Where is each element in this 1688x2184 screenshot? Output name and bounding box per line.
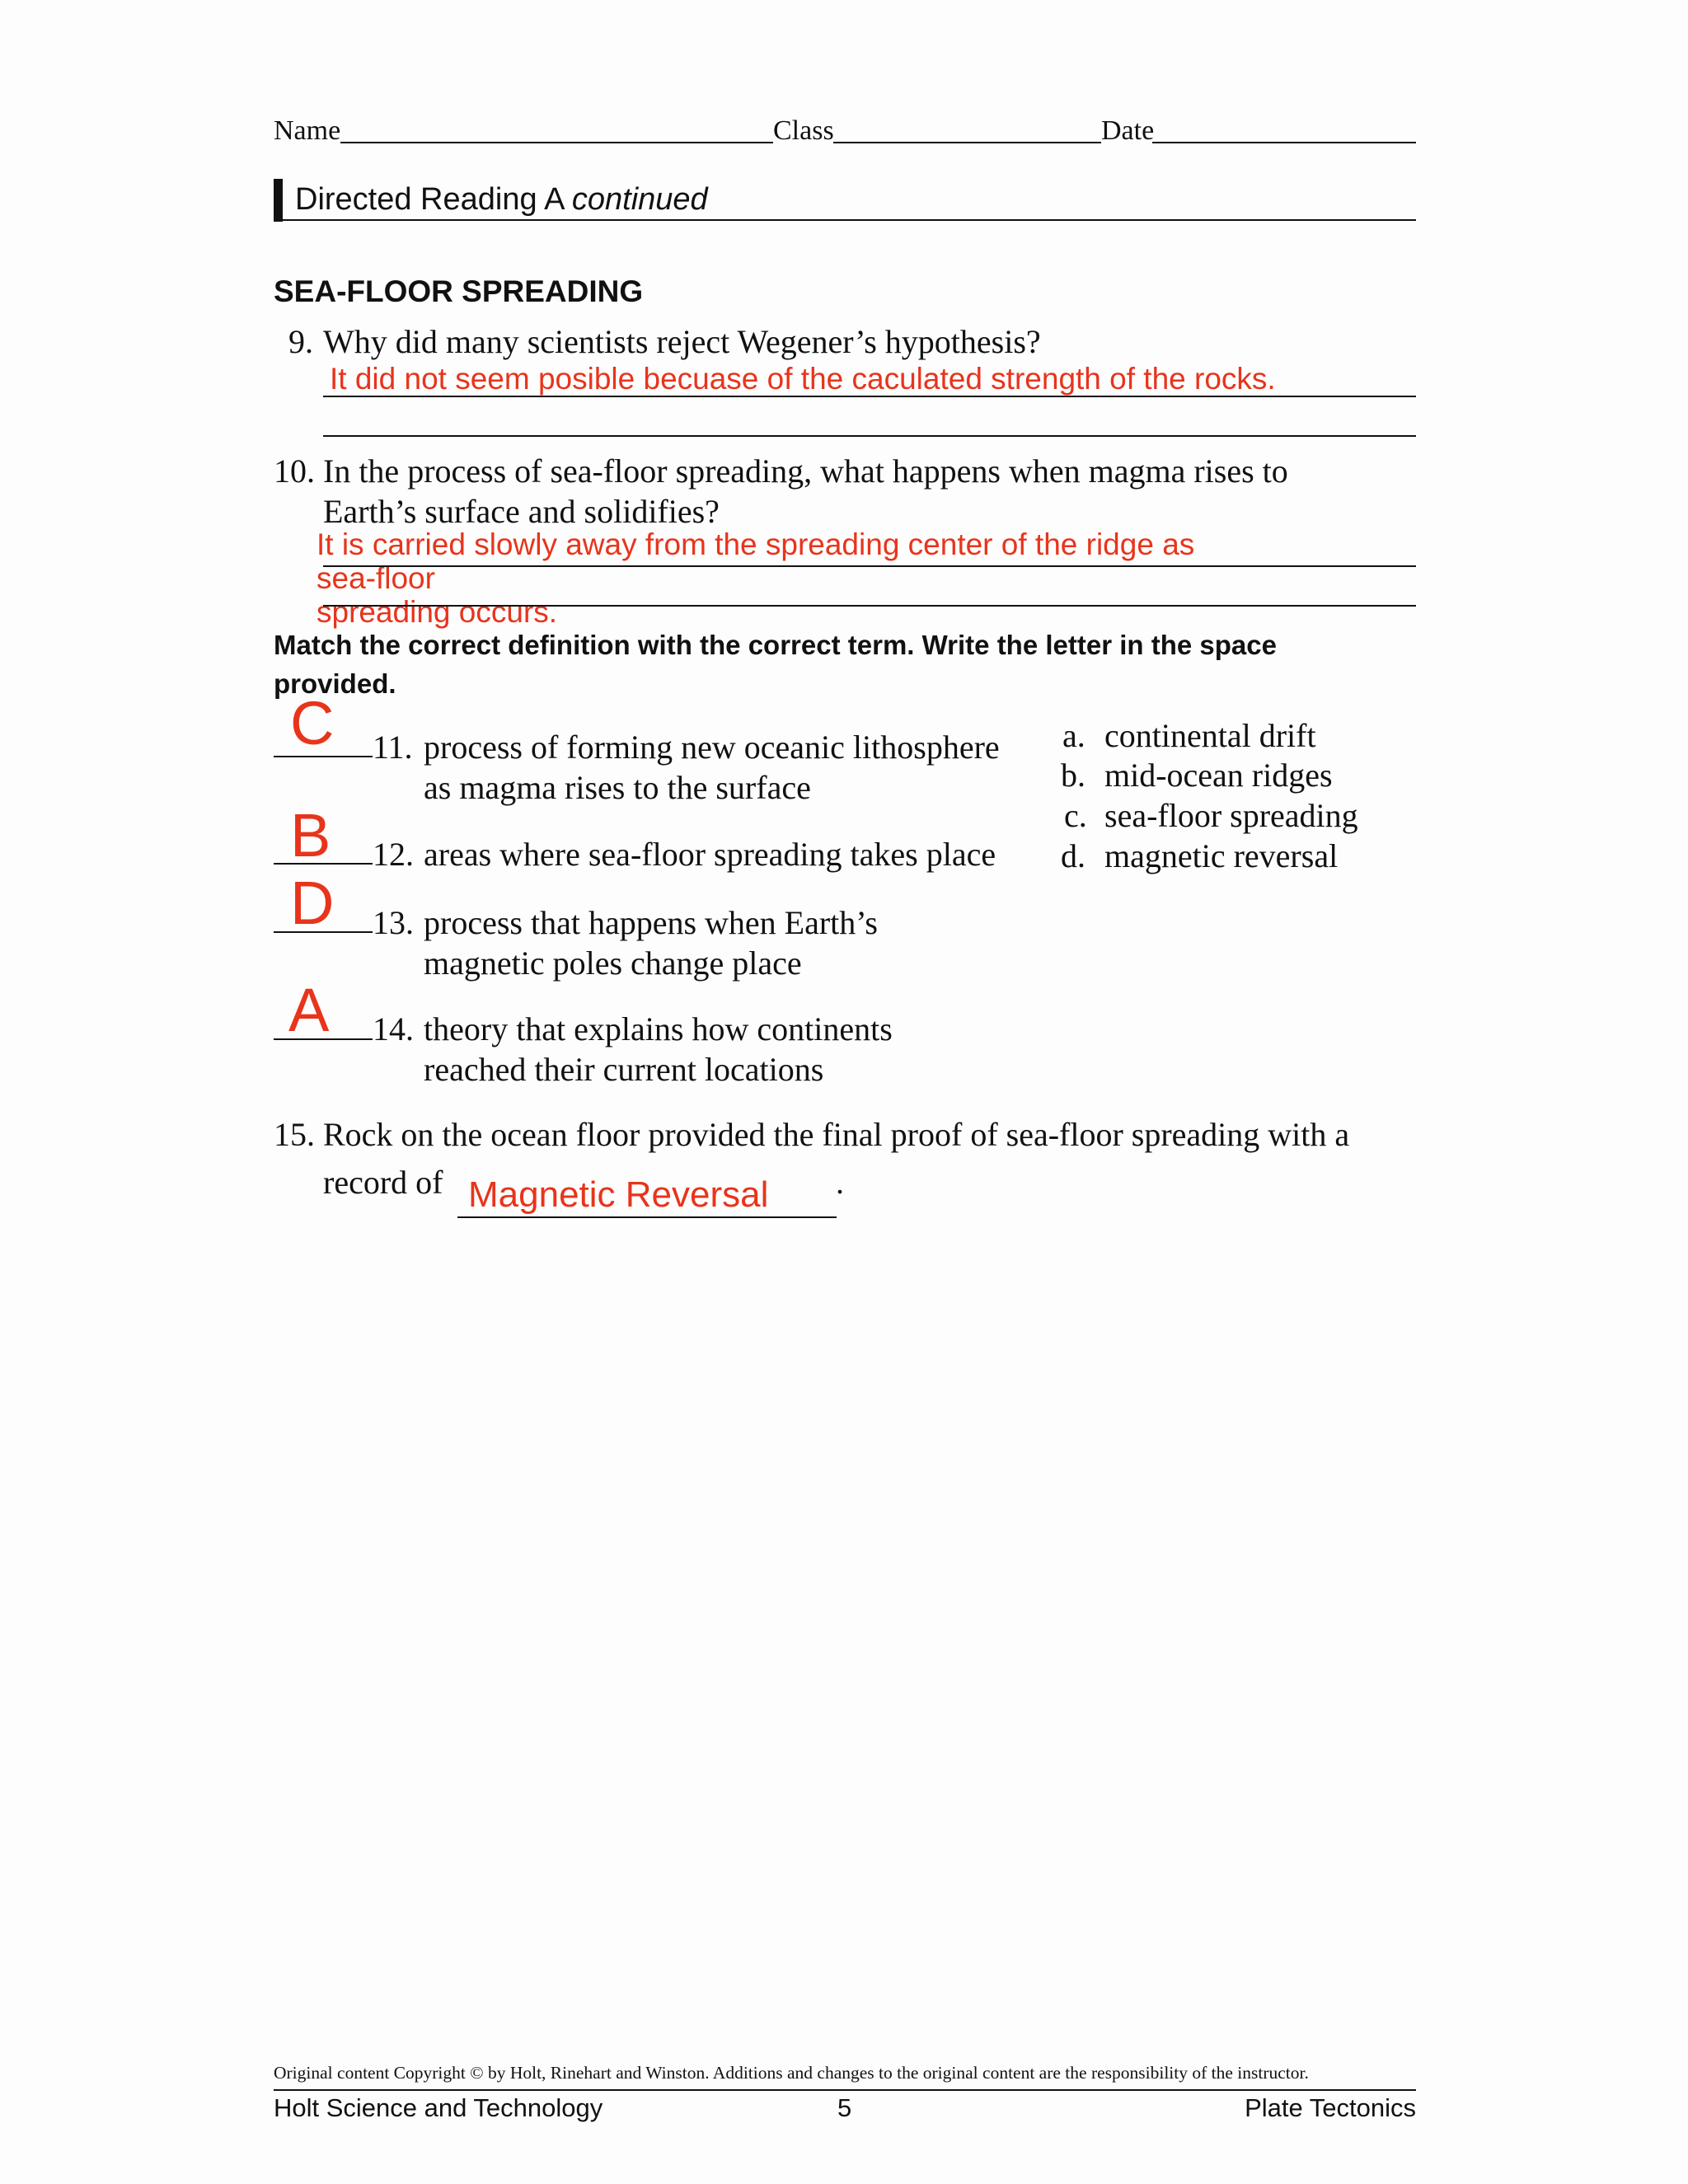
q9-answer-line-2 xyxy=(323,435,1416,437)
matching-instructions-line2: provided. xyxy=(274,668,396,699)
footer-left: Holt Science and Technology xyxy=(274,2093,603,2122)
q10-answer-line-1 xyxy=(323,565,1416,567)
option-c-letter: c. xyxy=(1064,797,1087,834)
item12-line1: areas where sea-floor spreading takes place xyxy=(424,836,996,873)
item13-number: 13. xyxy=(373,904,414,941)
name-label: Name xyxy=(274,115,341,146)
q9-answer[interactable]: It did not seem posible becuase of the caculated strength of the rocks. xyxy=(330,362,1276,396)
item14-line1: theory that explains how continents xyxy=(424,1010,893,1047)
q10-answer-line1[interactable]: It is carried slowly away from the spreading center of the ridge as xyxy=(316,527,1195,561)
q10-number: 10. xyxy=(274,452,315,490)
option-b-text: mid-ocean ridges xyxy=(1104,757,1333,794)
item14-number: 14. xyxy=(373,1010,414,1047)
footer-rule xyxy=(274,2089,1416,2091)
copyright-notice: Original content Copyright © by Holt, Rinehart and Winston. Additions and changes to the original content are the responsibility of the instructor. xyxy=(274,2063,1309,2083)
item12-number: 12. xyxy=(373,836,414,873)
item12-answer[interactable]: B xyxy=(290,801,331,869)
footer-right: Plate Tectonics xyxy=(1245,2093,1416,2122)
q15-text-line1: Rock on the ocean floor provided the final proof of sea-floor spreading with a xyxy=(323,1116,1350,1153)
q15-blank[interactable] xyxy=(457,1216,837,1218)
q10-answer-line3[interactable]: spreading occurs. xyxy=(316,595,558,629)
date-field[interactable] xyxy=(1152,142,1416,143)
q15-text-line2-prefix: record of xyxy=(323,1164,443,1201)
item11-line2: as magma rises to the surface xyxy=(424,769,811,806)
matching-instructions xyxy=(274,626,1277,703)
item14-answer[interactable]: A xyxy=(288,976,330,1044)
option-d-letter: d. xyxy=(1061,837,1085,874)
option-a-letter: a. xyxy=(1062,717,1085,754)
item11-number: 11. xyxy=(373,729,413,766)
section-banner-title: Directed Reading A xyxy=(295,182,564,217)
item13-answer[interactable]: D xyxy=(290,869,335,937)
option-b-letter: b. xyxy=(1061,757,1085,794)
q10-answer-line-2 xyxy=(323,605,1416,607)
item13-line1: process that happens when Earth’s xyxy=(424,904,878,941)
option-d-text: magnetic reversal xyxy=(1104,837,1339,874)
section-title: SEA-FLOOR SPREADING xyxy=(274,274,644,308)
q9-text: Why did many scientists reject Wegener’s hypothesis? xyxy=(323,323,1041,360)
class-field[interactable] xyxy=(833,142,1101,143)
section-banner xyxy=(295,180,708,219)
q15-number: 15. xyxy=(274,1116,315,1153)
class-label: Class xyxy=(773,115,834,146)
banner-bar xyxy=(274,179,283,222)
page-number: 5 xyxy=(837,2093,852,2122)
q10-text-line1: In the process of sea-floor spreading, what happens when magma rises to xyxy=(323,452,1288,490)
banner-rule xyxy=(274,219,1416,221)
q15-text-line2-suffix: . xyxy=(836,1164,844,1201)
q10-text-line2: Earth’s surface and solidifies? xyxy=(323,493,720,530)
option-a-text: continental drift xyxy=(1104,717,1316,754)
q10-answer-line2[interactable]: sea-floor xyxy=(316,561,435,595)
name-field[interactable] xyxy=(340,142,773,143)
item11-answer[interactable]: C xyxy=(290,689,335,757)
option-c-text: sea-floor spreading xyxy=(1104,797,1358,834)
item14-line2: reached their current locations xyxy=(424,1051,824,1088)
item13-line2: magnetic poles change place xyxy=(424,944,802,982)
section-banner-suffix: continued xyxy=(571,182,708,217)
item11-line1: process of forming new oceanic lithosphere xyxy=(424,729,1000,766)
matching-instructions-line1: Match the correct definition with the correct term. Write the letter in the space xyxy=(274,630,1277,660)
date-label: Date xyxy=(1101,115,1155,146)
q9-answer-line-1 xyxy=(323,396,1416,397)
q15-answer[interactable]: Magnetic Reversal xyxy=(468,1174,769,1215)
q9-number: 9. xyxy=(288,323,313,360)
